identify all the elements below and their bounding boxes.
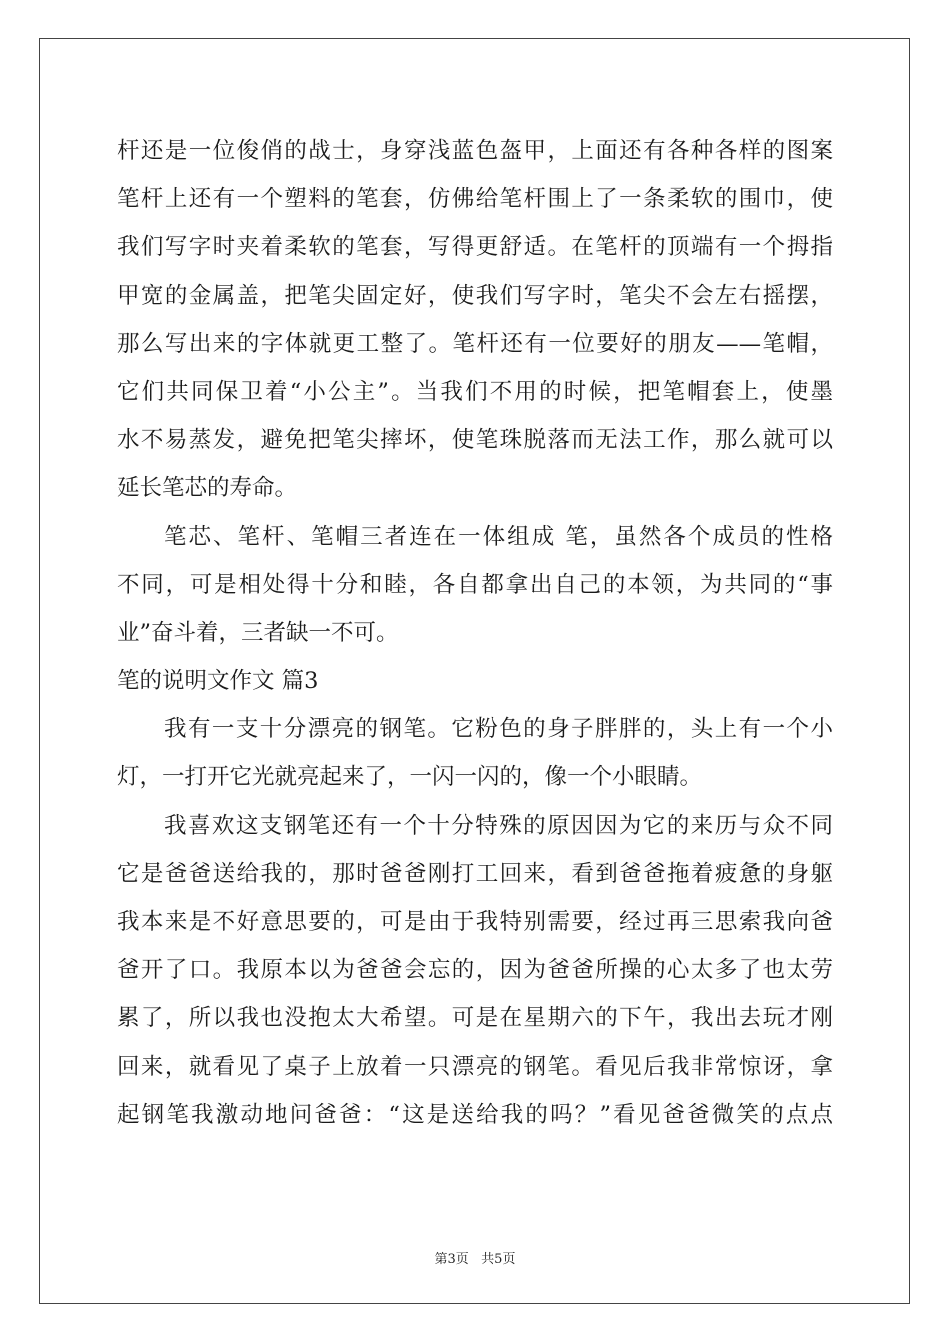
text-line: 水不易蒸发，避免把笔尖摔坏，使笔珠脱落而无法工作，那么就可以 [117, 427, 833, 454]
text-line: 笔的说明文作文 篇3 [117, 668, 319, 695]
text-line: 它们共同保卫着“小公主”。当我们不用的时候，把笔帽套上，使墨 [117, 378, 833, 405]
text-line: 我们写字时夹着柔软的笔套，写得更舒适。在笔杆的顶端有一个拇指 [117, 234, 833, 261]
text-line: 延长笔芯的寿命。 [117, 475, 298, 502]
text-line: 回来，就看见了桌子上放着一只漂亮的钢笔。看见后我非常惊讶，拿 [117, 1053, 833, 1080]
text-line: 它是爸爸送给我的，那时爸爸刚打工回来，看到爸爸拖着疲惫的身躯 [117, 860, 833, 887]
text-line: 笔芯、笔杆、笔帽三者连在一体组成 笔，虽然各个成员的性格 [164, 523, 833, 550]
text-line: 起钢笔我激动地问爸爸：“这是送给我的吗？”看见爸爸微笑的点点 [117, 1101, 833, 1128]
text-line: 那么写出来的字体就更工整了。笔杆还有一位要好的朋友——笔帽， [117, 330, 833, 357]
text-line: 我喜欢这支钢笔还有一个十分特殊的原因因为它的来历与众不同 [164, 812, 833, 839]
text-line: 不同，可是相处得十分和睦，各自都拿出自己的本领，为共同的“事 [117, 571, 833, 598]
text-line: 累了，所以我也没抱太大希望。可是在星期六的下午，我出去玩才刚 [117, 1005, 833, 1032]
page-footer: 第3页 共5页 [434, 1252, 516, 1267]
text-line: 我本来是不好意思要的，可是由于我特别需要，经过再三思索我向爸 [117, 909, 833, 935]
document-body [117, 127, 833, 1139]
text-line: 杆还是一位俊俏的战士，身穿浅蓝色盔甲，上面还有各种各样的图案 [117, 138, 833, 164]
text-line: 爸开了口。我原本以为爸爸会忘的，因为爸爸所操的心太多了也太劳 [117, 957, 833, 984]
text-line: 灯，一打开它光就亮起来了，一闪一闪的，像一个小眼睛。 [117, 764, 703, 791]
text-line: 业”奋斗着，三者缺一不可。 [117, 619, 399, 646]
text-line: 甲宽的金属盖，把笔尖固定好，使我们写字时，笔尖不会左右摇摆， [117, 282, 833, 309]
text-line: 笔杆上还有一个塑料的笔套，仿佛给笔杆围上了一条柔软的围巾，使 [117, 186, 833, 213]
text-line: 我有一支十分漂亮的钢笔。它粉色的身子胖胖的，头上有一个小 [164, 716, 833, 743]
